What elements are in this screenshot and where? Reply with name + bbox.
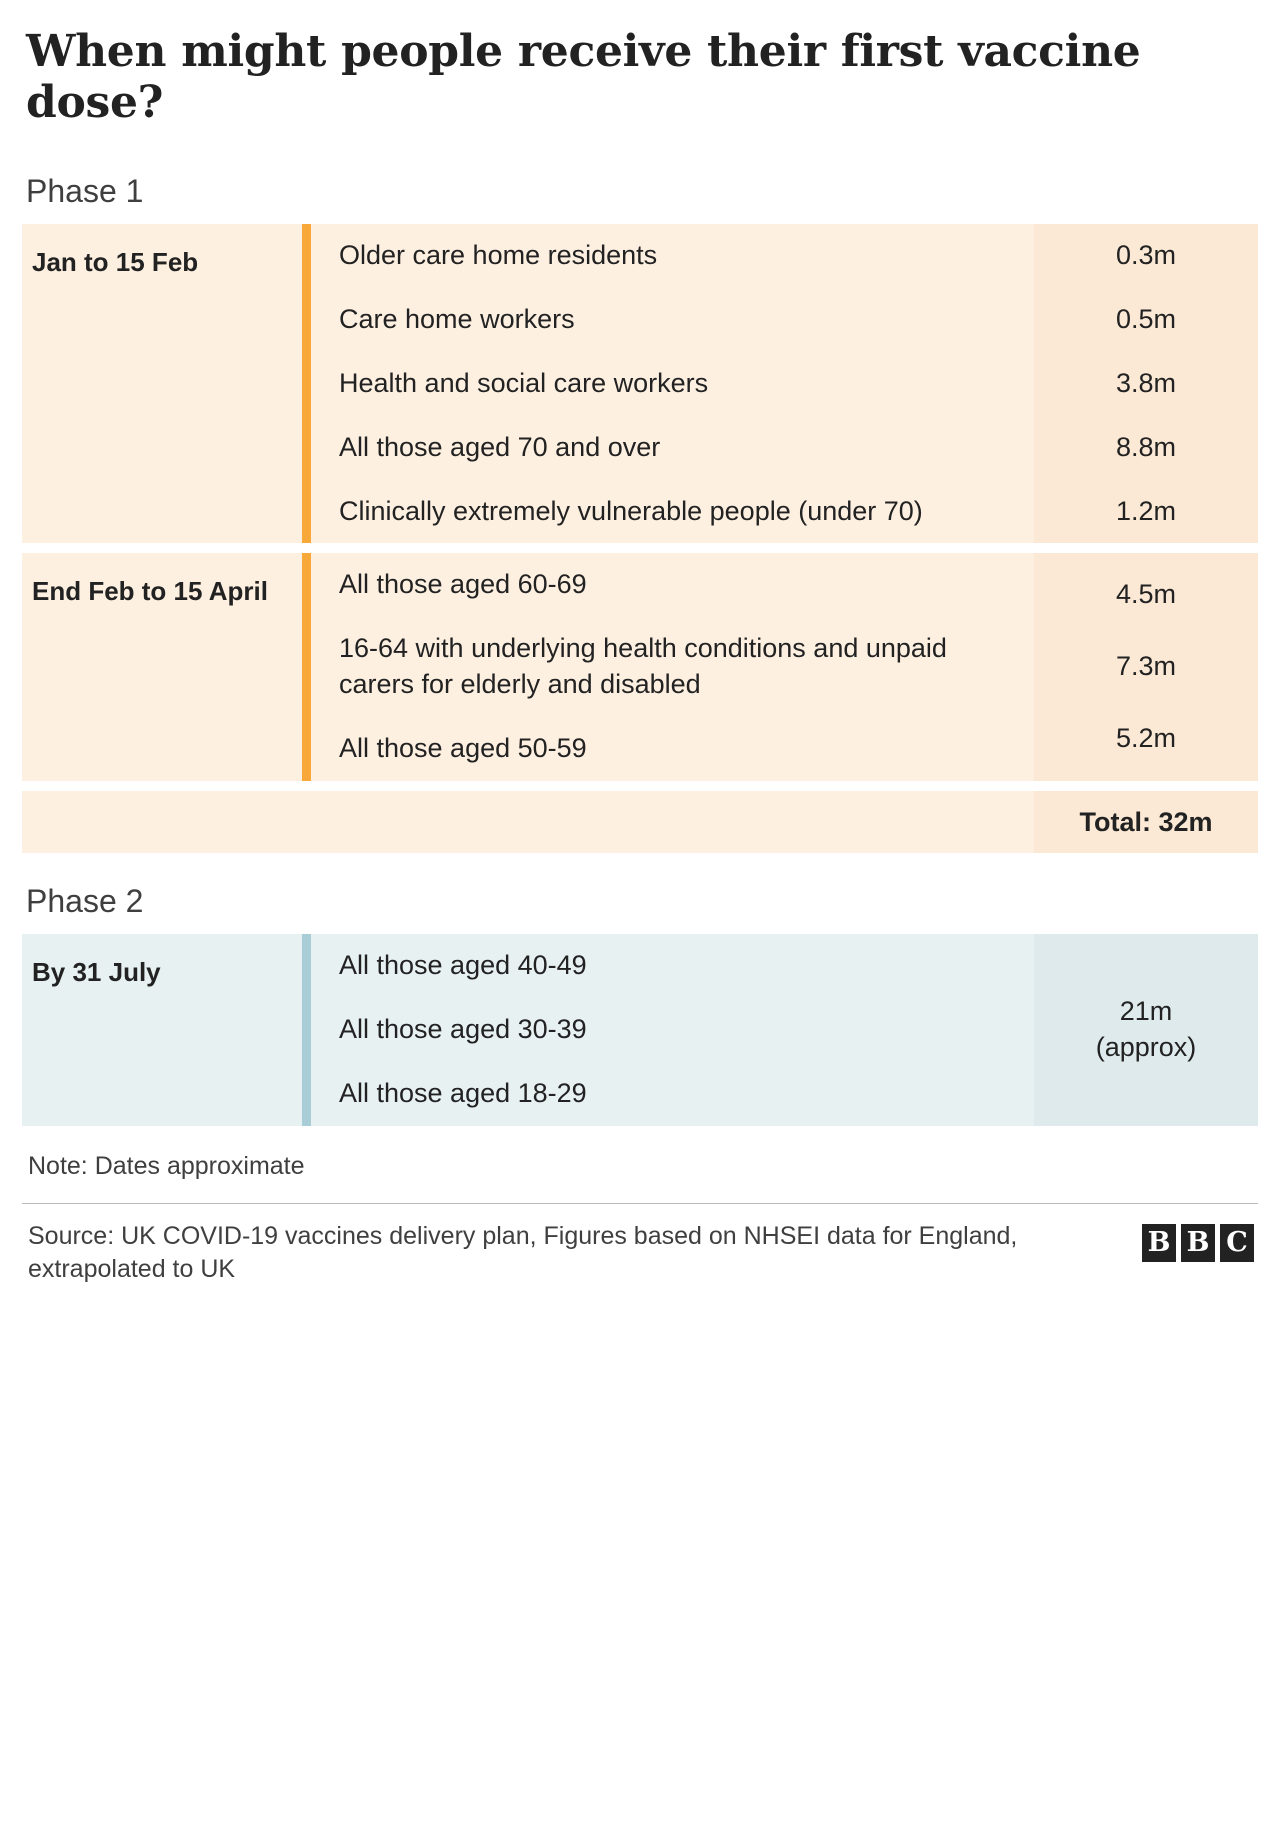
group-value-line-2: (approx) (1095, 1031, 1197, 1062)
row-value: 3.8m (1115, 367, 1177, 398)
table-row (311, 617, 1034, 717)
table-row (311, 416, 1034, 480)
timeframe-label-end-feb-to-15-april: End Feb to 15 April (32, 576, 268, 607)
row-label: Clinically extremely vulnerable people (under 70) (339, 495, 923, 526)
table-row (311, 288, 1034, 352)
table-row (311, 717, 1034, 781)
row-value: 1.2m (1115, 495, 1177, 526)
accent-bar-orange (302, 224, 311, 544)
total-value: Total: 32m (1034, 791, 1258, 853)
group-value-line-1: 21m (1119, 996, 1173, 1027)
accent-bar-blue (302, 934, 311, 1126)
phase-2-heading: Phase 2 (26, 883, 144, 920)
row-list-group-2 (311, 553, 1034, 781)
total-strip-filler (22, 791, 1034, 853)
row-label: 16-64 with underlying health conditions and unpaid carers for elderly and disabled (339, 633, 947, 700)
accent-bar-orange (302, 553, 311, 781)
table-row (311, 553, 1034, 617)
row-label: All those aged 50-59 (339, 733, 587, 764)
bbc-logo-letter-b2: B (1181, 1224, 1215, 1262)
row-list-group-1 (311, 224, 1034, 544)
value-column-group-2 (1034, 553, 1258, 781)
row-value: 0.5m (1115, 303, 1177, 334)
timeframe-label-by-31-july: By 31 July (32, 957, 161, 988)
value-column-group-1 (1034, 224, 1258, 544)
row-label: All those aged 18-29 (339, 1077, 587, 1108)
row-label: All those aged 60-69 (339, 569, 587, 600)
bbc-logo-letter-b1: B (1142, 1224, 1176, 1262)
total-strip (22, 791, 1258, 853)
value-column-group-3 (1034, 934, 1258, 1126)
row-label: All those aged 30-39 (339, 1014, 587, 1044)
row-label: Older care home residents (339, 239, 658, 270)
row-value: 0.3m (1115, 239, 1177, 270)
row-label: Health and social care workers (339, 367, 709, 398)
note-text: Note: Dates approximate (28, 1151, 305, 1180)
row-value: 5.2m (1115, 723, 1177, 754)
table-row (311, 934, 1034, 998)
phase-1-heading: Phase 1 (26, 172, 144, 209)
bbc-logo-letter-c: C (1220, 1224, 1254, 1262)
phase1-group-2 (22, 553, 1258, 781)
row-label: All those aged 40-49 (339, 950, 587, 981)
source-text: Source: UK COVID-19 vaccines delivery plan, Figures based on NHSEI data for England, extrapolated to UK (28, 1221, 1018, 1284)
row-value: 8.8m (1115, 431, 1177, 462)
table-row (311, 1062, 1034, 1126)
page-title: When might people receive their first vaccine dose? (26, 26, 1141, 129)
row-label: Care home workers (339, 303, 575, 334)
row-value: 4.5m (1115, 579, 1177, 610)
phase1-group-1 (22, 224, 1258, 544)
row-list-group-3 (311, 934, 1034, 1126)
table-row (311, 480, 1034, 544)
footer (22, 1204, 1258, 1307)
timeframe-label-jan-to-15-feb: Jan to 15 Feb (32, 246, 199, 277)
bbc-logo (1142, 1224, 1254, 1262)
phase2-group-1 (22, 934, 1258, 1126)
row-label: All those aged 70 and over (339, 431, 661, 462)
table-row (311, 352, 1034, 416)
table-row (311, 224, 1034, 288)
table-row (311, 998, 1034, 1062)
row-value: 7.3m (1115, 651, 1177, 682)
